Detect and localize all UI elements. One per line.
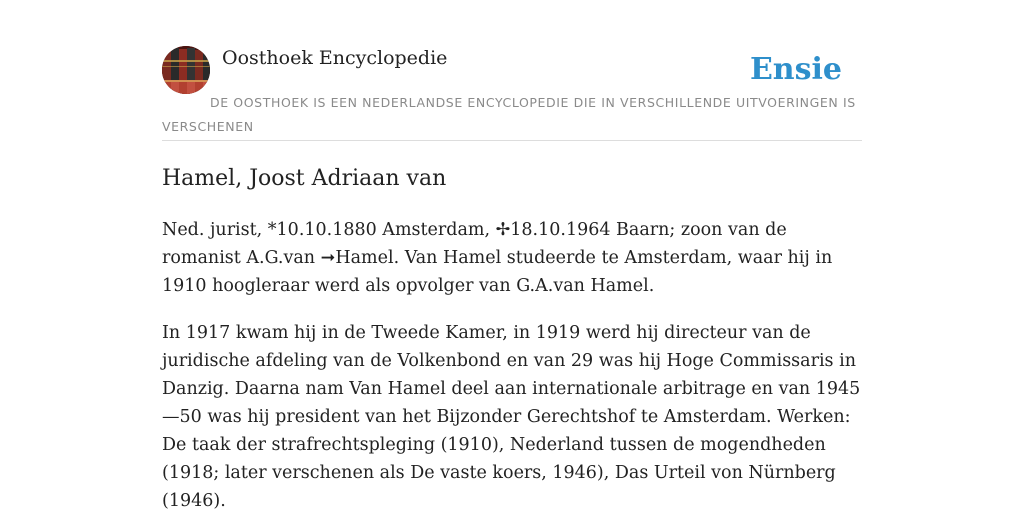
article-title: Hamel, Joost Adriaan van xyxy=(162,166,447,191)
article-paragraph-2: In 1917 kwam hij in de Tweede Kamer, in 1919 werd hij directeur van de juridische afdeling van de Volkenbond en van 29 was hij Hoge Commissaris in Danzig. Daarna nam Van Hamel deel aan internationale arbitrage en van 1945—50 was hij president van het Bijzonder Gerechtshof te Amsterdam. Werken: De taak der strafrechtspleging (1910), Nederland tussen de mogendheden (1918; later verschenen als De vaste koers, 1946), Das Urteil von Nürnberg (1946). xyxy=(162,323,861,511)
books-image xyxy=(162,46,210,94)
encyclopedia-logo[interactable] xyxy=(162,46,210,94)
hamel-crossref-link[interactable]: ➞Hamel xyxy=(320,248,394,268)
ensie-logo-link[interactable]: Ensie xyxy=(749,52,842,87)
site-name[interactable]: Oosthoek Encyclopedie xyxy=(222,47,448,69)
site-tagline: DE OOSTHOEK IS EEN NEDERLANDSE ENCYCLOPEDIE DIE IN VERSCHILLENDE UITVOERINGEN IS VERSCHENEN xyxy=(162,95,856,134)
article xyxy=(162,160,862,512)
paragraph-1-text-end: . Van Hamel studeerde te Amsterdam, waar hij in 1910 hoogleraar werd als opvolger van G.A.van Hamel. xyxy=(162,248,833,296)
site-header xyxy=(162,46,862,141)
article-paragraph-1 xyxy=(162,216,862,300)
paragraph-1-text-start: Ned. jurist, *10.10.1880 Amsterdam, ✢18.10.1964 Baarn; zoon van de romanist A.G.van xyxy=(162,220,787,268)
